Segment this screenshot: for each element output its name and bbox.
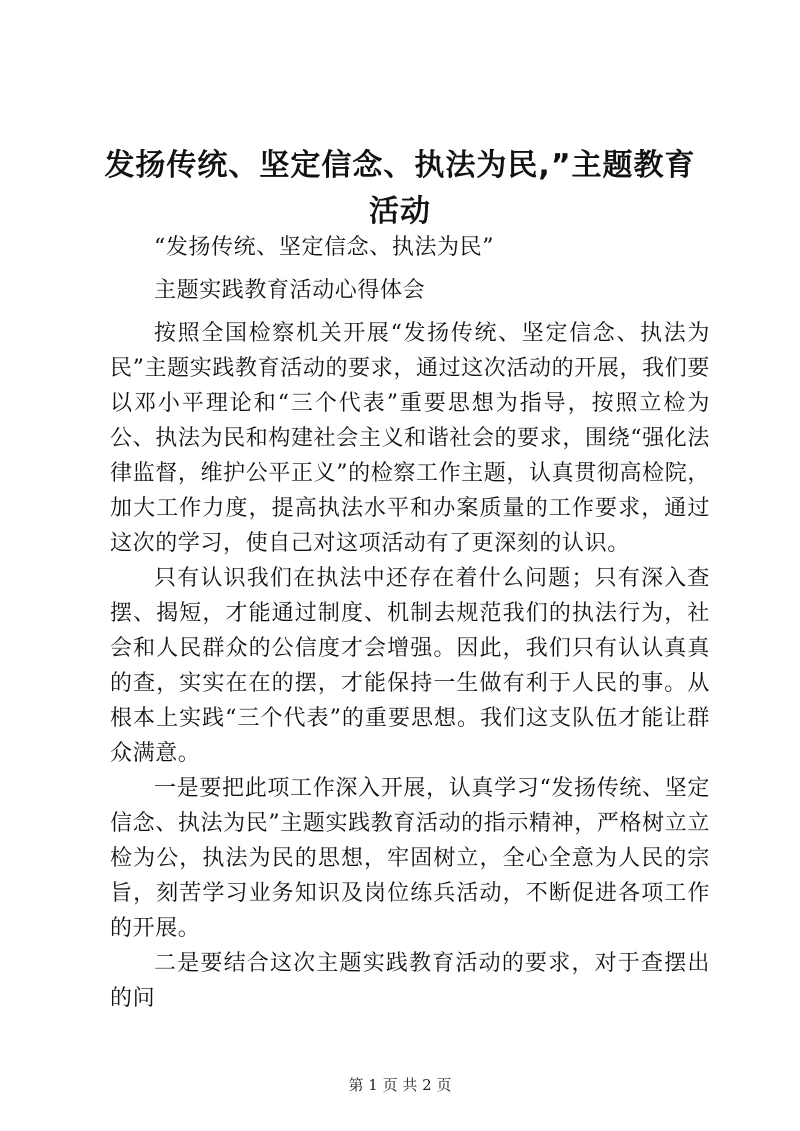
page-footer <box>0 1075 800 1095</box>
body-paragraph: 一是要把此项工作深入开展，认真学习“发扬传统、坚定信念、执法为民”主题实践教育活动的指示精神，严格树立立检为公，执法为民的思想，牢固树立，全心全意为人民的宗旨，刻苦学习业务知识及岗位练兵活动，不断促进各项工作的开展。 <box>110 776 710 941</box>
title-line-2: 活动 <box>369 194 431 229</box>
page-number: 第 1 页 共 2 页 <box>348 1076 452 1094</box>
document-title <box>100 143 700 235</box>
body-paragraph: 按照全国检察机关开展“发扬传统、坚定信念、执法为民”主题实践教育活动的要求，通过这次活动的开展，我们要以邓小平理论和“三个代表”重要思想为指导，按照立检为公、执法为民和构建社会主义和谐社会的要求，围绕“强化法律监督，维护公平正义”的检察工作主题，认真贯彻高检院，加大工作力度，提高执法水平和办案质量的工作要求，通过这次的学习，使自己对这项活动有了更深刻的认识。 <box>110 321 710 556</box>
document-body <box>110 230 710 1016</box>
subtitle-quote: “发扬传统、坚定信念、执法为民” <box>154 235 495 260</box>
subtitle-heading: 主题实践教育活动心得体会 <box>154 278 426 303</box>
body-paragraph: 二是要结合这次主题实践教育活动的要求，对于查摆出的问 <box>110 951 710 1011</box>
title-line-1: 发扬传统、坚定信念、执法为民,”主题教育 <box>104 148 696 183</box>
body-paragraph: 只有认识我们在执法中还存在着什么问题；只有深入查摆、揭短，才能通过制度、机制去规范我们的执法行为，社会和人民群众的公信度才会增强。因此，我们只有认认真真的查，实实在在的摆，才能保持一生做有利于人民的事。从根本上实践“三个代表”的重要思想。我们这支队伍才能让群众满意。 <box>110 566 710 766</box>
